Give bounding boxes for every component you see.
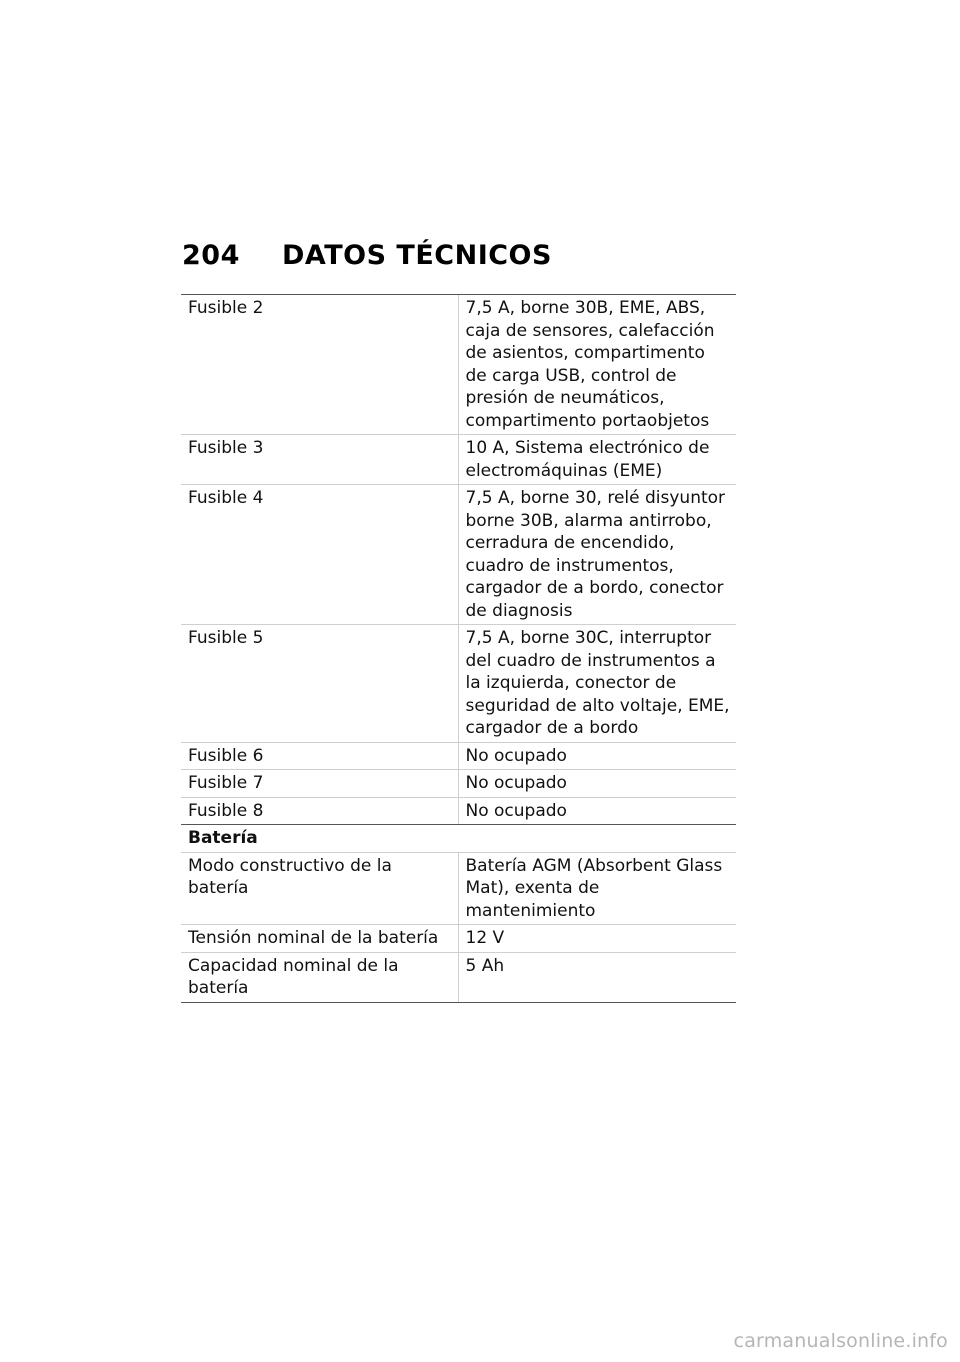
table-row	[181, 797, 736, 825]
spec-value: 7,5 A, borne 30, relé disyuntor borne 30B, alarma antirrobo, cerradura de encendido, cuadro de instrumentos, cargador de a bordo, conector de diagnosis	[458, 485, 736, 625]
table-row	[181, 925, 736, 953]
spec-label: Fusible 7	[181, 770, 458, 798]
spec-label: Fusible 2	[181, 295, 458, 435]
table-row	[181, 295, 736, 435]
table-row	[181, 952, 736, 1002]
spec-value: No ocupado	[458, 770, 736, 798]
spec-table	[181, 294, 736, 1003]
spec-value: 12 V	[458, 925, 736, 953]
spec-value: 5 Ah	[458, 952, 736, 1002]
spec-label: Fusible 3	[181, 435, 458, 485]
section-heading-row	[181, 825, 736, 853]
spec-value: Batería AGM (Absorbent Glass Mat), exenta de mantenimiento	[458, 852, 736, 925]
table-row	[181, 485, 736, 625]
spec-label: Tensión nominal de la batería	[181, 925, 458, 953]
spec-label: Fusible 6	[181, 742, 458, 770]
spec-label: Fusible 8	[181, 797, 458, 825]
spec-label: Fusible 4	[181, 485, 458, 625]
spec-value: 7,5 A, borne 30C, interruptor del cuadro de instrumentos a la izquierda, conector de seguridad de alto voltaje, EME, cargador de a bordo	[458, 625, 736, 743]
watermark: carmanualsonline.info	[733, 1330, 948, 1352]
table-row	[181, 625, 736, 743]
spec-value: 7,5 A, borne 30B, EME, ABS, caja de sensores, calefacción de asientos, compartimento de carga USB, control de presión de neumáticos, compartimento portaobjetos	[458, 295, 736, 435]
spec-value: No ocupado	[458, 797, 736, 825]
page-number: 204	[182, 240, 240, 271]
page-header	[182, 240, 552, 280]
table-row	[181, 852, 736, 925]
section-heading: Batería	[181, 825, 736, 853]
spec-value: No ocupado	[458, 742, 736, 770]
spec-label: Modo constructivo de la batería	[181, 852, 458, 925]
spec-label: Capacidad nominal de la batería	[181, 952, 458, 1002]
spec-value: 10 A, Sistema electrónico de electromáquinas (EME)	[458, 435, 736, 485]
section-title: DATOS TÉCNICOS	[282, 240, 552, 271]
spec-label: Fusible 5	[181, 625, 458, 743]
table-row	[181, 770, 736, 798]
table-row	[181, 742, 736, 770]
table-row	[181, 435, 736, 485]
